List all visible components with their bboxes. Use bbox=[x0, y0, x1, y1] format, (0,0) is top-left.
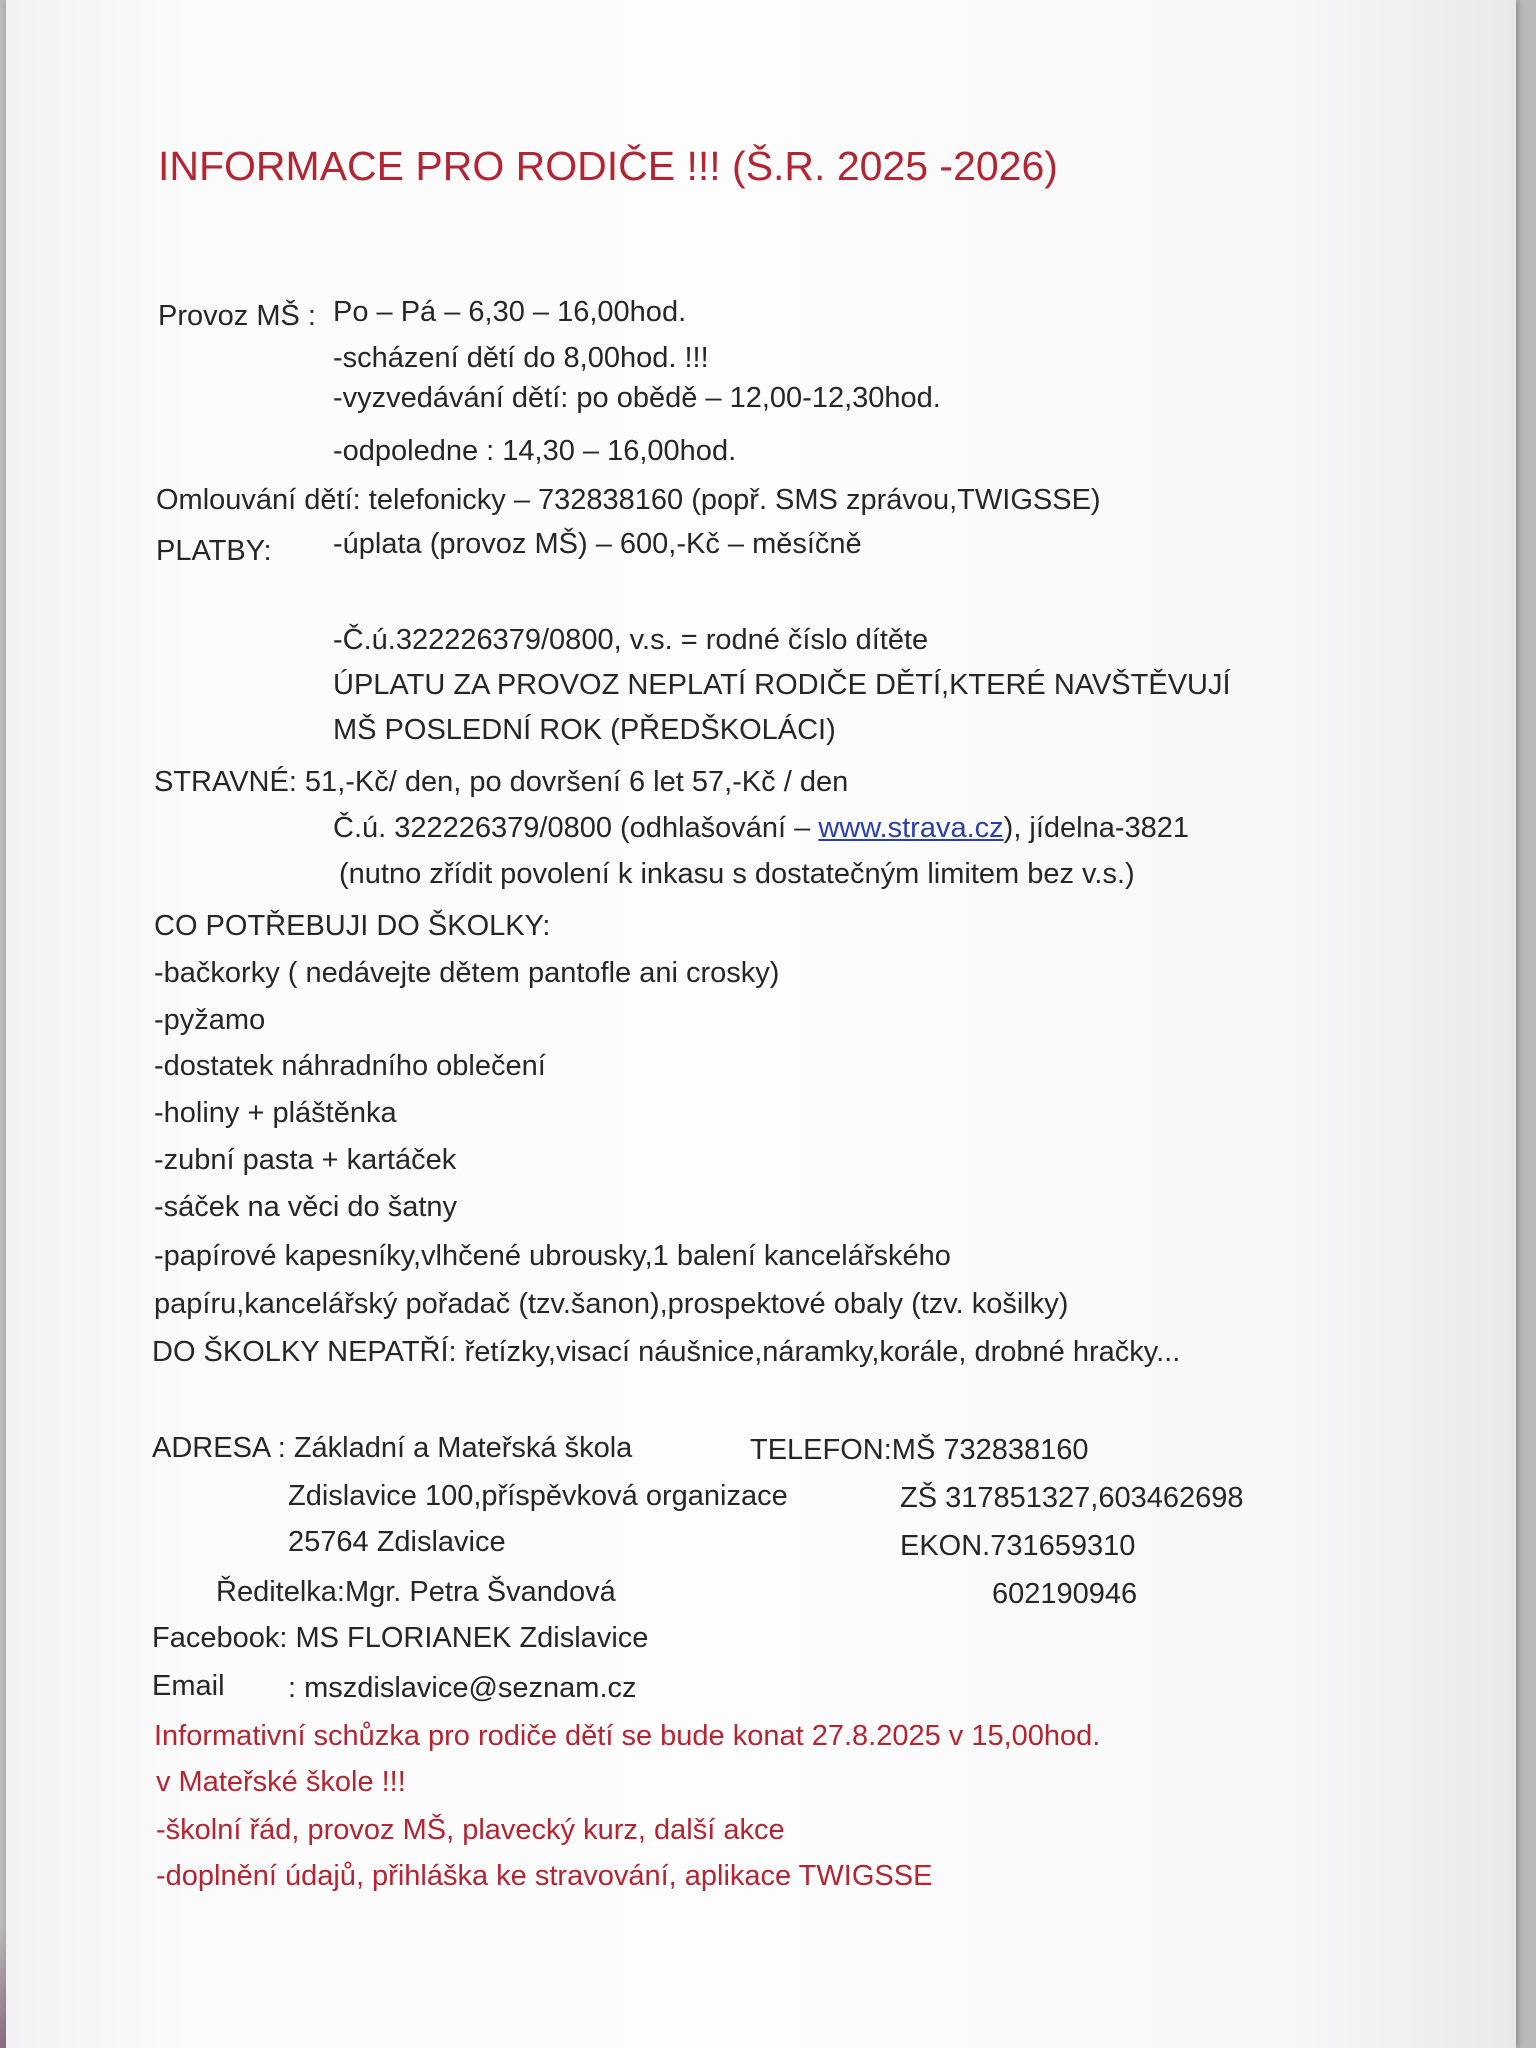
nepatri-line: DO ŠKOLKY NEPATŘÍ: řetízky,visací náušnice,náramky,korále, drobné hračky... bbox=[152, 1336, 1181, 1368]
stravne-jidelna: ), jídelna-3821 bbox=[1003, 812, 1190, 844]
platby-label: PLATBY: bbox=[156, 535, 272, 567]
potreby-item: -holiny + pláštěnka bbox=[154, 1097, 397, 1129]
provoz-hours: Po – Pá – 6,30 – 16,00hod. bbox=[333, 296, 687, 328]
telefon-line-3: EKON.731659310 bbox=[900, 1530, 1136, 1562]
stravne-line-2 bbox=[333, 810, 1189, 846]
potreby-item: papíru,kancelářský pořadač (tzv.šanon),prospektové obaly (tzv. košilky) bbox=[154, 1288, 1069, 1320]
adresa-line-1: ADRESA : Základní a Mateřská škola bbox=[152, 1432, 633, 1464]
schuzka-line-3: -školní řád, provoz MŠ, plavecký kurz, další akce bbox=[156, 1814, 785, 1846]
reditelka-line: Ředitelka:Mgr. Petra Švandová bbox=[216, 1576, 616, 1608]
telefon-line-2: ZŠ 317851327,603462698 bbox=[900, 1482, 1244, 1514]
schuzka-line-2: v Mateřské škole !!! bbox=[156, 1766, 406, 1798]
email-label: Email bbox=[152, 1670, 225, 1702]
potreby-item: -dostatek náhradního oblečení bbox=[154, 1050, 546, 1082]
telefon-line-1: TELEFON:MŠ 732838160 bbox=[750, 1434, 1089, 1466]
stravne-line-3: (nutno zřídit povolení k inkasu s dostatečným limitem bez v.s.) bbox=[339, 858, 1135, 890]
potreby-heading: CO POTŘEBUJI DO ŠKOLKY: bbox=[154, 910, 551, 942]
adresa-line-3: 25764 Zdislavice bbox=[288, 1526, 506, 1558]
platby-note-1: ÚPLATU ZA PROVOZ NEPLATÍ RODIČE DĚTÍ,KTERÉ NAVŠTĚVUJÍ bbox=[333, 669, 1231, 701]
page-title: INFORMACE PRO RODIČE !!! (Š.R. 2025 -2026) bbox=[158, 143, 1058, 189]
potreby-item: -pyžamo bbox=[154, 1004, 266, 1036]
stravne-account: Č.ú. 322226379/0800 (odhlašování – bbox=[333, 812, 819, 844]
paper-sheet bbox=[6, 0, 1516, 2048]
platby-fee: -úplata (provoz MŠ) – 600,-Kč – měsíčně bbox=[333, 528, 862, 560]
schuzka-line-1: Informativní schůzka pro rodiče dětí se bude konat 27.8.2025 v 15,00hod. bbox=[154, 1720, 1101, 1752]
stravne-line-1: STRAVNÉ: 51,-Kč/ den, po dovršení 6 let 57,-Kč / den bbox=[154, 766, 849, 798]
platby-account: -Č.ú.322226379/0800, v.s. = rodné číslo dítěte bbox=[333, 624, 929, 656]
telefon-line-4: 602190946 bbox=[992, 1578, 1138, 1610]
potreby-item: -zubní pasta + kartáček bbox=[154, 1144, 457, 1176]
email-value: : mszdislavice@seznam.cz bbox=[288, 1672, 637, 1704]
schuzka-line-4: -doplnění údajů, přihláška ke stravování, aplikace TWIGSSE bbox=[156, 1860, 933, 1892]
provoz-pickup-afternoon: -odpoledne : 14,30 – 16,00hod. bbox=[333, 435, 737, 467]
adresa-line-2: Zdislavice 100,příspěvková organizace bbox=[288, 1480, 788, 1512]
potreby-item: -papírové kapesníky,vlhčené ubrousky,1 balení kancelářského bbox=[154, 1240, 951, 1272]
provoz-pickup-noon: -vyzvedávání dětí: po obědě – 12,00-12,30hod. bbox=[333, 382, 941, 414]
potreby-item: -bačkorky ( nedávejte dětem pantofle ani crosky) bbox=[154, 957, 780, 989]
provoz-arrival: -scházení dětí do 8,00hod. !!! bbox=[333, 342, 709, 374]
omlouvani-line: Omlouvání dětí: telefonicky – 732838160 (popř. SMS zprávou,TWIGSSE) bbox=[156, 484, 1101, 516]
platby-note-2: MŠ POSLEDNÍ ROK (PŘEDŠKOLÁCI) bbox=[333, 714, 836, 746]
provoz-label: Provoz MŠ : bbox=[158, 300, 316, 332]
strava-link[interactable]: www.strava.cz bbox=[818, 812, 1004, 844]
facebook-line: Facebook: MS FLORIANEK Zdislavice bbox=[152, 1622, 649, 1654]
potreby-item: -sáček na věci do šatny bbox=[154, 1191, 458, 1223]
